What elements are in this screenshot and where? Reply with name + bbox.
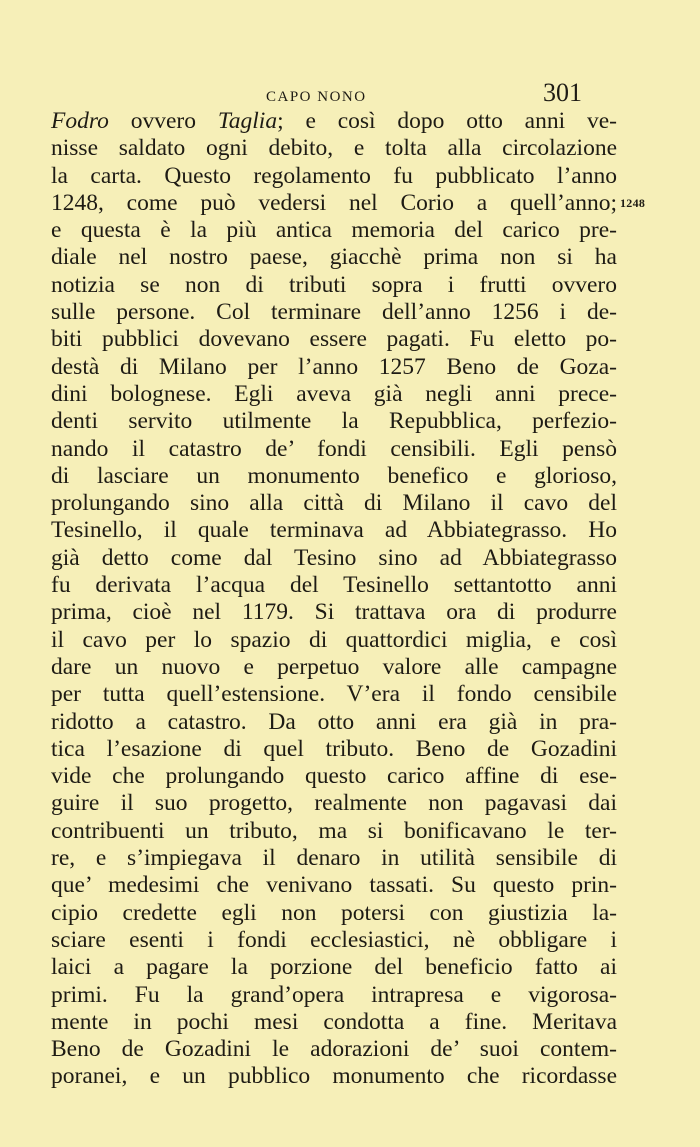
text-line: destà di Milano per l’anno 1257 Beno de Goza-	[51, 353, 617, 380]
text-line: dare un nuovo e perpetuo valore alle campagne	[51, 653, 617, 680]
text-line: il cavo per lo spazio di quattordici miglia, e così	[51, 626, 617, 653]
text-line: nisse saldato ogni debito, e tolta alla circolazione	[51, 135, 617, 162]
body-text	[51, 108, 617, 1091]
text-line	[51, 108, 617, 135]
text-line: ridotto a catastro. Da otto anni era già in pra-	[51, 708, 617, 735]
text-span: ; e così dopo otto anni ve-	[277, 108, 617, 134]
text-line: Tesinello, il quale terminava ad Abbiategrasso. Ho	[51, 517, 617, 544]
text-line: cipio credette egli non potersi con giustizia la-	[51, 899, 617, 926]
text-line: contribuenti un tributo, ma si bonificavano le ter-	[51, 817, 617, 844]
text-line: nando il catastro de’ fondi censibili. Egli pensò	[51, 435, 617, 462]
text-line: biti pubblici dovevano essere pagati. Fu eletto po-	[51, 326, 617, 353]
text-line: 1248, come può vedersi nel Corio a quell’anno;	[51, 189, 617, 216]
margin-year-note: 1248	[620, 196, 646, 210]
text-line: laici a pagare la porzione del beneficio fatto ai	[51, 954, 617, 981]
text-line: notizia se non di tributi sopra i frutti ovvero	[51, 271, 617, 298]
text-line: denti servito utilmente la Repubblica, perfezio-	[51, 408, 617, 435]
text-line: già detto come dal Tesino sino ad Abbiategrasso	[51, 544, 617, 571]
text-line: que’ medesimi che venivano tassati. Su questo prin-	[51, 872, 617, 899]
text-line: sulle persone. Col terminare dell’anno 1256 i de-	[51, 299, 617, 326]
text-line: di lasciare un monumento benefico e glorioso,	[51, 462, 617, 489]
text-line: e questa è la più antica memoria del carico pre-	[51, 217, 617, 244]
text-line: la carta. Questo regolamento fu pubblicato l’anno	[51, 162, 617, 189]
text-line: prima, cioè nel 1179. Si trattava ora di produrre	[51, 599, 617, 626]
text-line: guire il suo progetto, realmente non pagavasi dai	[51, 790, 617, 817]
text-line: diale nel nostro paese, giacchè prima non si ha	[51, 244, 617, 271]
text-span: ovvero	[108, 108, 218, 134]
text-line: re, e s’impiegava il denaro in utilità sensibile di	[51, 845, 617, 872]
page-number: 301	[543, 78, 582, 107]
text-line: mente in pochi mesi condotta a fine. Meritava	[51, 1008, 617, 1035]
italic-term: Fodro	[51, 108, 109, 134]
text-line: vide che prolungando questo carico affine di ese-	[51, 763, 617, 790]
text-line: sciare esenti i fondi ecclesiastici, nè obbligare i	[51, 926, 617, 953]
running-head: CAPO NONO	[266, 89, 367, 105]
text-line: prolungando sino alla città di Milano il cavo del	[51, 490, 617, 517]
text-line: per tutta quell’estensione. V’era il fondo censibile	[51, 681, 617, 708]
text-line: tica l’esazione di quel tributo. Beno de Gozadini	[51, 735, 617, 762]
text-line: Beno de Gozadini le adorazioni de’ suoi contem-	[51, 1036, 617, 1063]
text-line: fu derivata l’acqua del Tesinello settantotto anni	[51, 572, 617, 599]
text-line: poranei, e un pubblico monumento che ricordasse	[51, 1063, 617, 1090]
italic-term: Taglia	[217, 108, 278, 134]
text-line: primi. Fu la grand’opera intrapresa e vigorosa-	[51, 981, 617, 1008]
text-line: dini bolognese. Egli aveva già negli anni prece-	[51, 380, 617, 407]
